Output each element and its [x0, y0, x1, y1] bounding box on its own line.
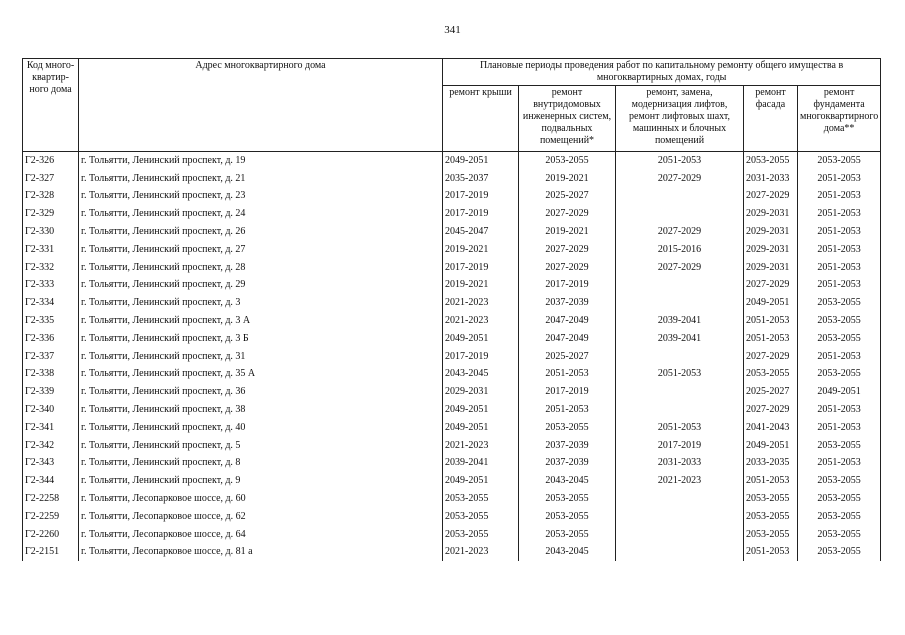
table-row — [23, 170, 881, 188]
table-row — [23, 472, 881, 490]
cell-code: Г2-331 — [23, 241, 79, 259]
cell-code: Г2-338 — [23, 366, 79, 384]
cell-facade: 2029-2031 — [744, 241, 798, 259]
cell-roof: 2029-2031 — [443, 383, 519, 401]
cell-code: Г2-342 — [23, 437, 79, 455]
cell-facade: 2029-2031 — [744, 259, 798, 277]
cell-address: г. Тольятти, Ленинский проспект, д. 29 — [79, 277, 443, 295]
cell-code: Г2-339 — [23, 383, 79, 401]
cell-address: г. Тольятти, Ленинский проспект, д. 24 — [79, 205, 443, 223]
cell-roof: 2049-2051 — [443, 330, 519, 348]
cell-foundation: 2051-2053 — [798, 419, 881, 437]
table-row — [23, 455, 881, 473]
table-row — [23, 544, 881, 562]
cell-systems: 2043-2045 — [519, 544, 616, 562]
table-row — [23, 277, 881, 295]
cell-lifts — [616, 526, 744, 544]
cell-foundation: 2053-2055 — [798, 152, 881, 170]
cell-lifts: 2051-2053 — [616, 152, 744, 170]
cell-foundation: 2051-2053 — [798, 188, 881, 206]
cell-facade: 2027-2029 — [744, 188, 798, 206]
cell-systems: 2043-2045 — [519, 472, 616, 490]
cell-foundation: 2051-2053 — [798, 170, 881, 188]
cell-roof: 2019-2021 — [443, 277, 519, 295]
cell-systems: 2037-2039 — [519, 455, 616, 473]
cell-facade: 2027-2029 — [744, 348, 798, 366]
cell-code: Г2-328 — [23, 188, 79, 206]
cell-roof: 2049-2051 — [443, 401, 519, 419]
cell-lifts: 2021-2023 — [616, 472, 744, 490]
cell-lifts: 2017-2019 — [616, 437, 744, 455]
cell-code: Г2-341 — [23, 419, 79, 437]
cell-foundation: 2053-2055 — [798, 490, 881, 508]
cell-facade: 2053-2055 — [744, 152, 798, 170]
header-roof: ремонт крыши — [443, 86, 519, 152]
cell-lifts: 2051-2053 — [616, 419, 744, 437]
cell-foundation: 2051-2053 — [798, 401, 881, 419]
cell-lifts — [616, 188, 744, 206]
cell-lifts: 2031-2033 — [616, 455, 744, 473]
cell-address: г. Тольятти, Ленинский проспект, д. 31 — [79, 348, 443, 366]
table-row — [23, 223, 881, 241]
cell-address: г. Тольятти, Ленинский проспект, д. 21 — [79, 170, 443, 188]
cell-foundation: 2053-2055 — [798, 526, 881, 544]
cell-lifts: 2015-2016 — [616, 241, 744, 259]
cell-address: г. Тольятти, Ленинский проспект, д. 19 — [79, 152, 443, 170]
cell-systems: 2037-2039 — [519, 294, 616, 312]
table-row — [23, 152, 881, 170]
cell-systems: 2047-2049 — [519, 312, 616, 330]
cell-lifts: 2039-2041 — [616, 330, 744, 348]
cell-facade: 2053-2055 — [744, 490, 798, 508]
cell-roof: 2019-2021 — [443, 241, 519, 259]
cell-systems: 2053-2055 — [519, 152, 616, 170]
cell-code: Г2-340 — [23, 401, 79, 419]
cell-roof: 2017-2019 — [443, 259, 519, 277]
table-row — [23, 490, 881, 508]
cell-facade: 2033-2035 — [744, 455, 798, 473]
cell-systems: 2019-2021 — [519, 223, 616, 241]
cell-systems: 2017-2019 — [519, 277, 616, 295]
cell-code: Г2-344 — [23, 472, 79, 490]
header-periods: Плановые периоды проведения работ по капитальному ремонту общего имущества в многоквартирных домах, годы — [443, 59, 881, 86]
table-row — [23, 241, 881, 259]
table-row — [23, 294, 881, 312]
cell-lifts: 2027-2029 — [616, 170, 744, 188]
header-foundation: ремонт фундамента многоквартирного дома** — [798, 86, 881, 152]
cell-facade: 2027-2029 — [744, 401, 798, 419]
cell-code: Г2-336 — [23, 330, 79, 348]
table-row — [23, 348, 881, 366]
cell-facade: 2025-2027 — [744, 383, 798, 401]
cell-systems: 2053-2055 — [519, 419, 616, 437]
cell-systems: 2025-2027 — [519, 188, 616, 206]
table-row — [23, 419, 881, 437]
cell-roof: 2035-2037 — [443, 170, 519, 188]
cell-foundation: 2053-2055 — [798, 330, 881, 348]
cell-lifts: 2027-2029 — [616, 259, 744, 277]
cell-code: Г2-333 — [23, 277, 79, 295]
cell-foundation: 2051-2053 — [798, 455, 881, 473]
header-address: Адрес многоквартирного дома — [79, 59, 443, 152]
cell-foundation: 2053-2055 — [798, 472, 881, 490]
cell-code: Г2-335 — [23, 312, 79, 330]
cell-address: г. Тольятти, Ленинский проспект, д. 5 — [79, 437, 443, 455]
cell-lifts — [616, 544, 744, 562]
cell-foundation: 2049-2051 — [798, 383, 881, 401]
cell-facade: 2029-2031 — [744, 223, 798, 241]
cell-facade: 2051-2053 — [744, 544, 798, 562]
cell-roof: 2045-2047 — [443, 223, 519, 241]
cell-foundation: 2051-2053 — [798, 241, 881, 259]
cell-address: г. Тольятти, Лесопарковое шоссе, д. 62 — [79, 508, 443, 526]
cell-address: г. Тольятти, Ленинский проспект, д. 40 — [79, 419, 443, 437]
cell-systems: 2027-2029 — [519, 241, 616, 259]
cell-address: г. Тольятти, Ленинский проспект, д. 28 — [79, 259, 443, 277]
cell-code: Г2-334 — [23, 294, 79, 312]
cell-address: г. Тольятти, Ленинский проспект, д. 23 — [79, 188, 443, 206]
cell-lifts — [616, 383, 744, 401]
cell-systems: 2051-2053 — [519, 401, 616, 419]
cell-code: Г2-327 — [23, 170, 79, 188]
table-row — [23, 312, 881, 330]
cell-facade: 2041-2043 — [744, 419, 798, 437]
cell-foundation: 2053-2055 — [798, 508, 881, 526]
cell-address: г. Тольятти, Ленинский проспект, д. 8 — [79, 455, 443, 473]
cell-systems: 2025-2027 — [519, 348, 616, 366]
table-row — [23, 259, 881, 277]
table-row — [23, 401, 881, 419]
cell-facade: 2049-2051 — [744, 294, 798, 312]
cell-foundation: 2053-2055 — [798, 312, 881, 330]
cell-roof: 2049-2051 — [443, 419, 519, 437]
cell-code: Г2-329 — [23, 205, 79, 223]
cell-address: г. Тольятти, Лесопарковое шоссе, д. 64 — [79, 526, 443, 544]
cell-foundation: 2051-2053 — [798, 205, 881, 223]
cell-code: Г2-330 — [23, 223, 79, 241]
cell-systems: 2017-2019 — [519, 383, 616, 401]
cell-lifts — [616, 277, 744, 295]
cell-roof: 2017-2019 — [443, 188, 519, 206]
cell-roof: 2021-2023 — [443, 294, 519, 312]
cell-systems: 2053-2055 — [519, 526, 616, 544]
table-row — [23, 383, 881, 401]
cell-address: г. Тольятти, Ленинский проспект, д. 38 — [79, 401, 443, 419]
table-row — [23, 437, 881, 455]
cell-facade: 2053-2055 — [744, 366, 798, 384]
cell-systems: 2053-2055 — [519, 508, 616, 526]
cell-code: Г2-343 — [23, 455, 79, 473]
cell-facade: 2053-2055 — [744, 526, 798, 544]
cell-roof: 2049-2051 — [443, 472, 519, 490]
cell-roof: 2053-2055 — [443, 490, 519, 508]
cell-code: Г2-2258 — [23, 490, 79, 508]
table-row — [23, 188, 881, 206]
cell-facade: 2027-2029 — [744, 277, 798, 295]
cell-roof: 2053-2055 — [443, 526, 519, 544]
cell-roof: 2053-2055 — [443, 508, 519, 526]
cell-roof: 2017-2019 — [443, 348, 519, 366]
cell-facade: 2053-2055 — [744, 508, 798, 526]
cell-lifts: 2051-2053 — [616, 366, 744, 384]
cell-facade: 2049-2051 — [744, 437, 798, 455]
cell-lifts — [616, 205, 744, 223]
cell-systems: 2051-2053 — [519, 366, 616, 384]
cell-lifts — [616, 508, 744, 526]
cell-facade: 2029-2031 — [744, 205, 798, 223]
cell-facade: 2051-2053 — [744, 472, 798, 490]
cell-address: г. Тольятти, Ленинский проспект, д. 26 — [79, 223, 443, 241]
cell-systems: 2053-2055 — [519, 490, 616, 508]
cell-address: г. Тольятти, Лесопарковое шоссе, д. 81 а — [79, 544, 443, 562]
header-code: Код много-квартир-ного дома — [23, 59, 79, 152]
cell-facade: 2051-2053 — [744, 330, 798, 348]
cell-foundation: 2053-2055 — [798, 544, 881, 562]
cell-address: г. Тольятти, Ленинский проспект, д. 9 — [79, 472, 443, 490]
page-number: 341 — [444, 24, 461, 36]
cell-lifts: 2027-2029 — [616, 223, 744, 241]
cell-lifts — [616, 294, 744, 312]
cell-lifts: 2039-2041 — [616, 312, 744, 330]
cell-foundation: 2051-2053 — [798, 348, 881, 366]
cell-address: г. Тольятти, Ленинский проспект, д. 3 — [79, 294, 443, 312]
header-row-top — [23, 59, 881, 86]
cell-lifts — [616, 401, 744, 419]
cell-code: Г2-2260 — [23, 526, 79, 544]
cell-address: г. Тольятти, Ленинский проспект, д. 3 А — [79, 312, 443, 330]
cell-address: г. Тольятти, Ленинский проспект, д. 35 А — [79, 366, 443, 384]
cell-foundation: 2051-2053 — [798, 277, 881, 295]
cell-systems: 2027-2029 — [519, 205, 616, 223]
cell-code: Г2-2259 — [23, 508, 79, 526]
cell-roof: 2021-2023 — [443, 437, 519, 455]
cell-address: г. Тольятти, Ленинский проспект, д. 36 — [79, 383, 443, 401]
cell-roof: 2021-2023 — [443, 312, 519, 330]
cell-systems: 2047-2049 — [519, 330, 616, 348]
capital-repair-schedule-table — [22, 58, 881, 561]
cell-roof: 2049-2051 — [443, 152, 519, 170]
cell-address: г. Тольятти, Ленинский проспект, д. 27 — [79, 241, 443, 259]
cell-roof: 2021-2023 — [443, 544, 519, 562]
cell-systems: 2037-2039 — [519, 437, 616, 455]
header-facade: ремонт фасада — [744, 86, 798, 152]
table-row — [23, 526, 881, 544]
cell-lifts — [616, 490, 744, 508]
cell-systems: 2019-2021 — [519, 170, 616, 188]
cell-foundation: 2051-2053 — [798, 223, 881, 241]
header-lifts: ремонт, замена, модернизация лифтов, ремонт лифтовых шахт, машинных и блочных помещений — [616, 86, 744, 152]
cell-facade: 2031-2033 — [744, 170, 798, 188]
cell-lifts — [616, 348, 744, 366]
cell-roof: 2043-2045 — [443, 366, 519, 384]
header-systems: ремонт внутридомовых инженерных систем, подвальных помещений* — [519, 86, 616, 152]
cell-code: Г2-326 — [23, 152, 79, 170]
cell-foundation: 2053-2055 — [798, 437, 881, 455]
cell-code: Г2-2151 — [23, 544, 79, 562]
cell-roof: 2017-2019 — [443, 205, 519, 223]
cell-roof: 2039-2041 — [443, 455, 519, 473]
cell-systems: 2027-2029 — [519, 259, 616, 277]
cell-code: Г2-337 — [23, 348, 79, 366]
table-row — [23, 330, 881, 348]
cell-foundation: 2053-2055 — [798, 294, 881, 312]
cell-code: Г2-332 — [23, 259, 79, 277]
table-body — [23, 152, 881, 562]
cell-facade: 2051-2053 — [744, 312, 798, 330]
table-row — [23, 205, 881, 223]
cell-foundation: 2053-2055 — [798, 366, 881, 384]
table-row — [23, 366, 881, 384]
cell-foundation: 2051-2053 — [798, 259, 881, 277]
cell-address: г. Тольятти, Ленинский проспект, д. 3 Б — [79, 330, 443, 348]
table-row — [23, 508, 881, 526]
cell-address: г. Тольятти, Лесопарковое шоссе, д. 60 — [79, 490, 443, 508]
